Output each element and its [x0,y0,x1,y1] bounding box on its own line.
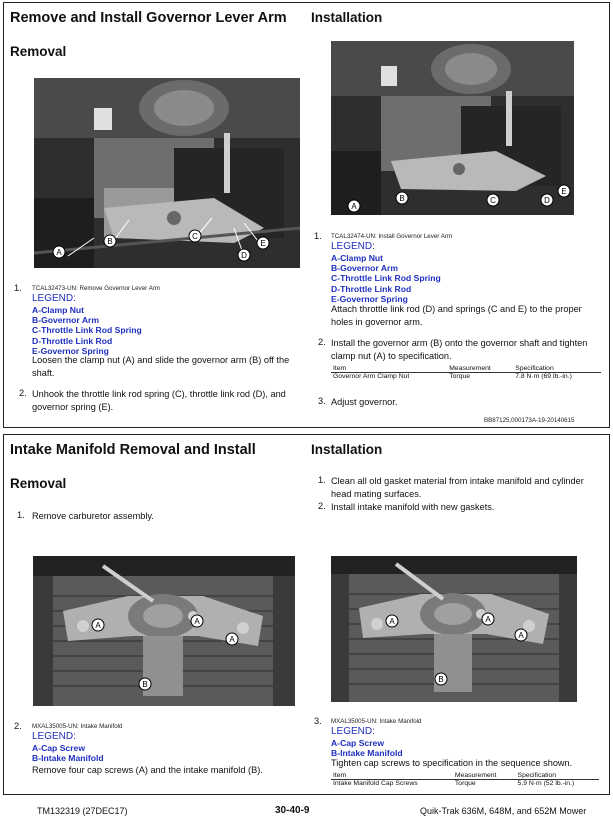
legend-item: D-Throttle Link Rod [32,335,113,346]
svg-text:A: A [229,635,235,644]
step-number: 3. [318,396,326,406]
section-title-intake: Intake Manifold Removal and Install [10,442,256,458]
manifold-install-photo [331,556,577,702]
callout-c [486,193,500,212]
removal-heading: Removal [10,44,67,59]
svg-text:A: A [518,631,524,640]
figure-caption: TCAL32473-UN: Remove Governor Lever Arm [32,285,160,292]
svg-text:A: A [194,617,200,626]
installation-heading: Installation [311,442,383,457]
legend [331,726,531,758]
svg-text:A: A [56,248,62,257]
callout-c [188,229,202,248]
legend-item: B-Intake Manifold [331,748,403,759]
legend [32,293,232,356]
callout-a [347,199,361,218]
legend-title: LEGEND: [32,731,76,742]
legend-item: C-Throttle Link Rod Spring [331,273,441,284]
spec-value: 5.9 N·m (52 lb.-in.) [517,780,575,787]
legend-item: C-Throttle Link Rod Spring [32,325,142,336]
figure-caption: MXAL35005-UN: Intake Manifold [32,723,123,730]
callout-a [481,612,495,631]
removal-heading: Removal [10,476,67,491]
svg-text:A: A [95,621,101,630]
legend-item: E-Governor Spring [331,293,408,304]
footer-product-name: Quik-Trak 636M, 648M, and 652M Mower [420,806,587,816]
step-text: Unhook the throttle link rod spring (C), throttle link rod (D), and governor spring (E). [32,389,286,412]
svg-text:D: D [241,251,247,260]
step-number: 2. [318,337,326,347]
legend-item: A-Cap Screw [32,743,86,753]
legend-item: B-Governor Arm [32,315,100,326]
step-number: 1. [318,475,326,485]
figure-caption: TCAL32474-UN: Install Governor Lever Arm [331,233,453,240]
spec-table [331,772,599,787]
spec-value: 7.8 N·m (69 lb.-in.) [515,373,572,380]
spec-header-item: Item [331,365,447,373]
spec-table [331,365,601,380]
spec-measurement: Torque [454,780,476,787]
footer-manual-id: TM132319 (27DEC17) [37,806,128,816]
spec-header-measurement: Measurement [447,365,513,373]
svg-text:B: B [107,237,113,246]
callout-a [91,618,105,637]
step-text: Clean all old gasket material from intake manifold and cylinder head mating surfaces. [331,476,584,499]
callout-b [434,672,448,691]
svg-text:C: C [192,232,198,241]
legend-item: A-Cap Screw [331,738,385,748]
figure-caption: MXAL35005-UN: Intake Manifold [331,718,422,725]
legend-item: A-Clamp Nut [32,305,85,315]
installation-heading: Installation [311,10,383,25]
callout-a [514,628,528,647]
callout-b [103,234,117,253]
step-number: 3. [314,716,322,726]
svg-text:D: D [544,196,550,205]
document-reference: BB87125,000173A-19-20140615 [484,417,575,424]
svg-text:C: C [490,196,496,205]
manifold-removal-photo [33,556,295,706]
callout-a [52,245,66,264]
legend [331,241,531,304]
svg-text:B: B [142,680,148,689]
step-number: 1. [314,231,322,241]
legend-item: E-Governor Spring [32,345,109,356]
step-text: Attach throttle link rod (D) and springs (C and E) to the proper holes in governor arm. [331,304,582,327]
svg-text:A: A [485,615,491,624]
spec-header-specification: Specification [516,772,599,780]
step-text: Install intake manifold with new gaskets. [331,502,495,512]
callout-a [225,632,239,651]
step-number: 2. [318,501,326,511]
svg-text:B: B [399,194,405,203]
legend-item: B-Governor Arm [331,263,399,274]
step-text: Remove carburetor assembly. [32,511,154,521]
callout-b [395,191,409,210]
legend-item: B-Intake Manifold [32,753,104,764]
step-number: 1. [14,283,22,293]
step-text: Remove four cap screws (A) and the intake manifold (B). [32,765,263,775]
callout-e [557,184,571,203]
governor-install-photo [331,41,574,215]
svg-text:B: B [438,675,444,684]
callout-d [237,248,251,267]
callout-a [190,614,204,633]
spec-item: Governor Arm Clamp Nut [333,373,410,380]
step-number: 1. [17,510,25,520]
legend-title: LEGEND: [331,241,375,252]
step-text: Install the governor arm (B) onto the governor shaft and tighten clamp nut (A) to specification. [331,338,588,361]
callout-a [385,614,399,633]
footer-page-number: 30-40-9 [275,805,310,816]
spec-header-item: Item [331,772,453,780]
callout-b [138,677,152,696]
legend-item: D-Throttle Link Rod [331,283,412,294]
callout-e [256,236,270,255]
step-text: Tighten cap screws to specification in the sequence shown. [331,758,573,768]
spec-header-measurement: Measurement [453,772,516,780]
svg-text:A: A [389,617,395,626]
legend-title: LEGEND: [32,293,76,304]
spec-header-specification: Specification [513,365,601,373]
step-text: Adjust governor. [331,397,398,407]
callout-d [540,193,554,212]
step-number: 2. [19,388,27,398]
legend-item: A-Clamp Nut [331,253,384,263]
svg-text:A: A [351,202,357,211]
spec-item: Intake Manifold Cap Screws [333,780,418,787]
legend-title: LEGEND: [331,726,375,737]
section-title-governor: Remove and Install Governor Lever Arm [10,10,287,26]
svg-text:E: E [260,239,266,248]
svg-text:E: E [561,187,567,196]
legend [32,731,232,763]
step-text: Loosen the clamp nut (A) and slide the governor arm (B) off the shaft. [32,355,290,378]
spec-measurement: Torque [449,373,471,380]
